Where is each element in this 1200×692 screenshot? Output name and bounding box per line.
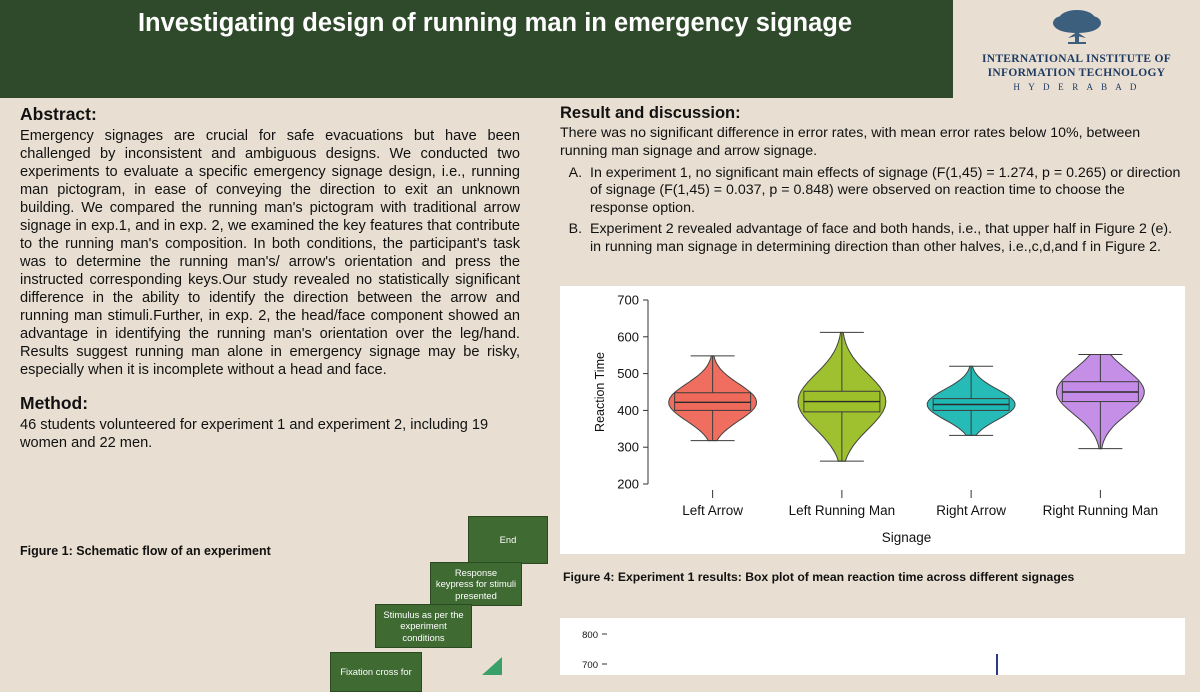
- logo-line-2: INFORMATION TECHNOLOGY: [987, 66, 1166, 79]
- svg-text:Left Arrow: Left Arrow: [682, 503, 744, 518]
- logo-line-3: H Y D E R A B A D: [1013, 81, 1140, 92]
- svg-text:200: 200: [617, 476, 639, 492]
- svg-text:400: 400: [617, 402, 639, 418]
- abstract-heading: Abstract:: [20, 104, 97, 124]
- svg-text:500: 500: [617, 366, 639, 382]
- method-heading: Method:: [20, 393, 89, 414]
- svg-text:700: 700: [582, 660, 598, 671]
- flow-box-stimulus: Stimulus as per the experiment conditions: [375, 604, 472, 648]
- svg-text:Reaction Time: Reaction Time: [593, 352, 607, 432]
- flow-box-response: Response keypress for stimuli presented: [430, 562, 522, 606]
- figure4-caption: Figure 4: Experiment 1 results: Box plot of mean reaction time across different signages: [563, 570, 1075, 584]
- poster-header: [0, 0, 1200, 98]
- logo-line-1: INTERNATIONAL INSTITUTE OF: [981, 53, 1172, 66]
- method-text: 46 students volunteered for experiment 1 and experiment 2, including 19 women and 22 men.: [20, 417, 489, 452]
- list-item: A. In experiment 1, no significant main effects of signage (F(1,45) = 1.274, p = 0.265) or direction of signage (F(1,45) = 0.037, p = 0.848) were observed on reaction time to choose the response option.: [586, 165, 1185, 219]
- svg-text:600: 600: [617, 329, 639, 345]
- results-column: [560, 104, 1185, 260]
- svg-text:Right Running Man: Right Running Man: [1042, 503, 1159, 518]
- flow-box-fixation: Fixation cross for: [330, 652, 422, 692]
- flow-box-end: End: [468, 516, 548, 564]
- figure4-chart-panel: [560, 286, 1185, 554]
- figure1-caption: Figure 1: Schematic flow of an experiment: [20, 544, 271, 558]
- violin-box-chart: [560, 286, 1185, 554]
- svg-text:700: 700: [617, 292, 639, 308]
- svg-text:Left Running Man: Left Running Man: [788, 503, 896, 518]
- svg-text:800: 800: [582, 630, 598, 641]
- lower-violin-chart: [560, 618, 1185, 675]
- list-item: B. Experiment 2 revealed advantage of face and both hands, i.e., that upper half in Figure 2 (e). in running man signage in determining direction than other halves, i.e.,c,d,and f in Figure 2.: [586, 221, 1185, 257]
- abstract-text: Emergency signages are crucial for safe evacuations but have been challenged by inconsistent and ambiguous designs. We conducted two experiments to evaluate a specific emergency signage design, i.e., running man pictogram, in ease of conveying the direction to exit an unknown building. We compared the running man's pictogram with traditional arrow signage in exp.1, and in exp. 2, we examined the key features that contribute to the running man's composition. In both conditions, the participant's task was to determine the running man's/ arrow's orientation and press the instructed corresponding keys.Our study revealed no statistically significant difference in the ability to identify the direction between the arrow and running man stimuli.Further, in exp. 2, the head/face component showed an advantage in identifying the running man's orientation over the leg/hand. Results suggest running man alone in emergency signage may be risky, especially when it is incomplete without a head and face.: [20, 128, 520, 379]
- results-heading: Result and discussion:: [560, 104, 741, 122]
- tree-logo-icon: [1046, 6, 1108, 51]
- svg-text:Signage: Signage: [881, 530, 932, 545]
- flow-arrow-icon: [480, 655, 514, 682]
- figure5-chart-panel: [560, 618, 1185, 675]
- svg-text:Right Arrow: Right Arrow: [936, 503, 1007, 518]
- left-column: [20, 104, 520, 452]
- page-title: Investigating design of running man in emergency signage: [137, 9, 853, 37]
- svg-text:300: 300: [617, 439, 639, 455]
- results-list: [560, 165, 1185, 258]
- results-intro: There was no significant difference in error rates, with mean error rates below 10%, between running man signage and arrow signage.: [560, 125, 1141, 159]
- institute-logo: [953, 0, 1200, 98]
